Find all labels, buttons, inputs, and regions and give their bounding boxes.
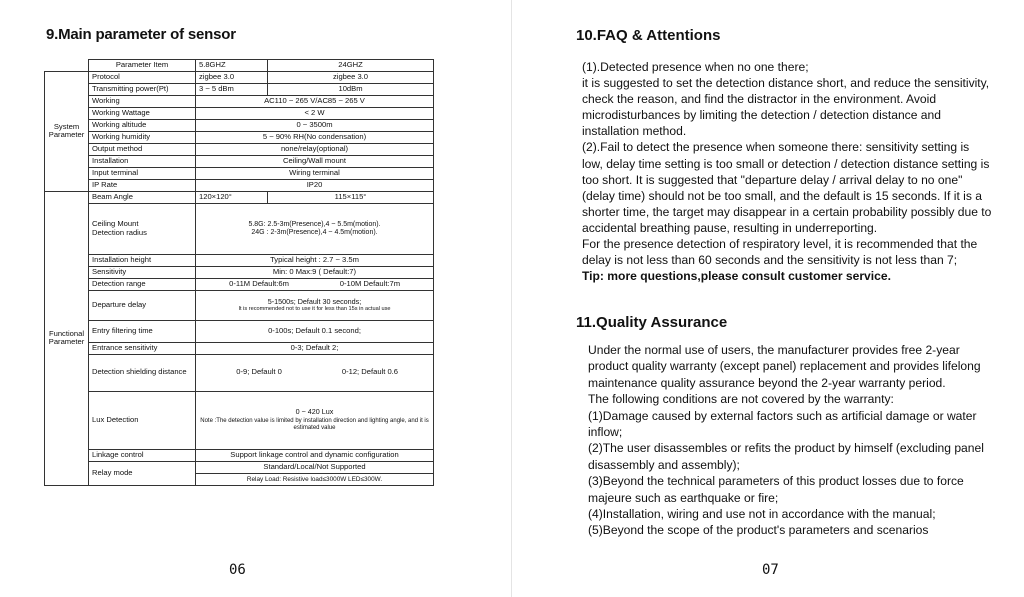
table-row [45, 179, 434, 191]
param-name-line: Ceiling Mount [92, 219, 139, 228]
parameter-table [44, 59, 434, 486]
param-name: Protocol [89, 71, 196, 83]
param-name: Entry filtering time [89, 320, 196, 342]
table-row [45, 191, 434, 203]
qa-paragraph: (4)Installation, wiring and use not in accordance with the manual; [588, 507, 936, 522]
param-value: 120×120° [196, 191, 268, 203]
param-value: 0-100s; Default 0.1 second; [196, 320, 434, 342]
qa-paragraph: (2)The user disassembles or refits the product by himself (excluding panel disassembly and assembly); [588, 441, 984, 472]
param-value [196, 290, 434, 320]
faq-paragraph: (2).Fail to detect the presence when someone there: sensitivity setting is low, delay time setting is too small or detection / detection distance setting is too short. It is suggested that "departure delay / arrival delay to no one" (delay time) should not be too small, and the default is 15 seconds. If it is a shorter time, the target may disappear in a certain probability possibly due to accidental breathing pause, resulting in underreporting. [582, 140, 992, 235]
faq-paragraph: (1).Detected presence when no one there; [582, 60, 809, 74]
param-name: Installation [89, 155, 196, 167]
table-row [45, 461, 434, 473]
table-row [45, 354, 434, 391]
param-value: < 2 W [196, 107, 434, 119]
param-value: Ceiling/Wall mount [196, 155, 434, 167]
param-value: 0-3; Default 2; [196, 342, 434, 354]
table-row [45, 131, 434, 143]
qa-paragraph: (1)Damage caused by external factors such as artificial damage or water inflow; [588, 408, 977, 440]
param-value-24g: 0-12; Default 0.6 [341, 367, 399, 377]
table-header-cell: 24GHZ [268, 60, 434, 72]
param-name: Input terminal [89, 167, 196, 179]
table-row [45, 143, 434, 155]
table-row [45, 254, 434, 266]
qa-paragraph: (5)Beyond the scope of the product's parameters and scenarios [588, 523, 929, 538]
param-value: Typical height : 2.7 ~ 3.5m [196, 254, 434, 266]
param-name: Lux Detection [89, 391, 196, 449]
param-value-line: 24G : 2-3m(Presence),4 ~ 4.5m(motion). [251, 228, 378, 236]
right-page [512, 0, 1024, 597]
table-row [45, 167, 434, 179]
param-value-line: 5-1500s; Default 30 seconds; [267, 296, 362, 306]
param-name: Working humidity [89, 131, 196, 143]
param-name: Beam Angle [89, 191, 196, 203]
table-row [45, 391, 434, 449]
param-value [196, 278, 434, 290]
param-value: Min: 0 Max:9 ( Default:7) [196, 266, 434, 278]
page-number: 07 [762, 562, 779, 578]
table-row [45, 278, 434, 290]
section-title-quality-assurance: 11.Quality Assurance [576, 314, 728, 331]
param-value-58g: 0-9; Default 0 [236, 367, 282, 377]
table-row [45, 203, 434, 254]
section-title-main-parameter: 9.Main parameter of sensor [46, 26, 236, 43]
table-row [45, 449, 434, 461]
qa-paragraph: Under the normal use of users, the manufacturer provides free 2-year product quality warranty (except panel) replacement and provides lifelong maintenance quality assurance beyond the 2-year warranty period. [588, 343, 981, 390]
param-name: Relay mode [89, 461, 196, 485]
param-value: IP20 [196, 179, 434, 191]
system-parameter-label: System Parameter [45, 71, 89, 191]
param-name: Output method [89, 143, 196, 155]
table-row [45, 71, 434, 83]
param-value-line: 0 ~ 420 Lux [295, 407, 334, 417]
param-value: 5 ~ 90% RH(No condensation) [196, 131, 434, 143]
table-header-cell: 5.8GHZ [196, 60, 268, 72]
param-name: Detection shielding distance [89, 354, 196, 391]
table-row [45, 155, 434, 167]
table-row [45, 107, 434, 119]
param-name [89, 203, 196, 254]
table-row [45, 290, 434, 320]
param-value: Support linkage control and dynamic configuration [196, 449, 434, 461]
qa-paragraph: (3)Beyond the technical parameters of this product losses due to force majeure such as earthquake or fire; [588, 474, 964, 505]
param-value [196, 354, 434, 391]
table-row [45, 342, 434, 354]
param-value-line: It is recommended not to use it for less than 15s in actual use [238, 306, 391, 313]
param-value: Relay Load: Resistive load≤3000W LED≤300W. [196, 473, 434, 485]
param-value: zigbee 3.0 [268, 71, 434, 83]
param-value: 3 ~ 5 dBm [196, 83, 268, 95]
section-title-faq: 10.FAQ & Attentions [576, 27, 721, 44]
param-value: zigbee 3.0 [196, 71, 268, 83]
param-name: Working Wattage [89, 107, 196, 119]
faq-body [582, 59, 992, 284]
table-row [45, 320, 434, 342]
param-value [196, 391, 434, 449]
param-name: Transmitting power(Pt) [89, 83, 196, 95]
page-number: 06 [229, 562, 246, 578]
table-row [45, 60, 434, 72]
param-value: 115×115° [268, 191, 434, 203]
table-row [45, 266, 434, 278]
faq-tip: Tip: more questions,please consult customer service. [582, 269, 891, 284]
param-name: Detection range [89, 278, 196, 290]
param-value: Wiring terminal [196, 167, 434, 179]
param-name: IP Rate [89, 179, 196, 191]
param-value: AC110 ~ 265 V/AC85 ~ 265 V [196, 95, 434, 107]
param-name: Sensitivity [89, 266, 196, 278]
table-row [45, 119, 434, 131]
param-name: Working [89, 95, 196, 107]
table-row [45, 83, 434, 95]
table-row [45, 95, 434, 107]
param-value: Standard/Local/Not Supported [196, 461, 434, 473]
param-name-line: Detection radius [92, 227, 147, 237]
param-value [196, 203, 434, 254]
param-name: Departure delay [89, 290, 196, 320]
param-value-58g: 0-11M Default:6m [229, 278, 289, 288]
table-header-cell: Parameter Item [89, 60, 196, 72]
faq-paragraph: For the presence detection of respiratory level, it is recommended that the delay is not less than 60 seconds and the sensitivity is not less than 7; [582, 237, 978, 268]
qa-paragraph: The following conditions are not covered by the warranty: [588, 392, 894, 407]
param-value: 10dBm [268, 83, 434, 95]
functional-parameter-label: Functional Parameter [45, 191, 89, 485]
param-name: Working altitude [89, 119, 196, 131]
quality-assurance-body [588, 342, 992, 539]
param-value: none/relay(optional) [196, 143, 434, 155]
param-value-24g: 0-10M Default:7m [339, 278, 401, 288]
param-name: Installation height [89, 254, 196, 266]
faq-paragraph: it is suggested to set the detection distance short, and reduce the sensitivity, check the reason, and find the distractor in the environment. Avoid microdisturbances by limiting the detection / detection distance and installation method. [582, 76, 990, 139]
param-value: 0 ~ 3500m [196, 119, 434, 131]
param-name: Linkage control [89, 449, 196, 461]
param-value-line: Note :The detection value is limited by installation direction and lighting angle, and it is estimated value [200, 418, 429, 432]
param-value-line: 5.8G: 2.5-3m(Presence),4 ~ 5.5m(motion). [248, 220, 381, 228]
param-name: Entrance sensitivity [89, 342, 196, 354]
